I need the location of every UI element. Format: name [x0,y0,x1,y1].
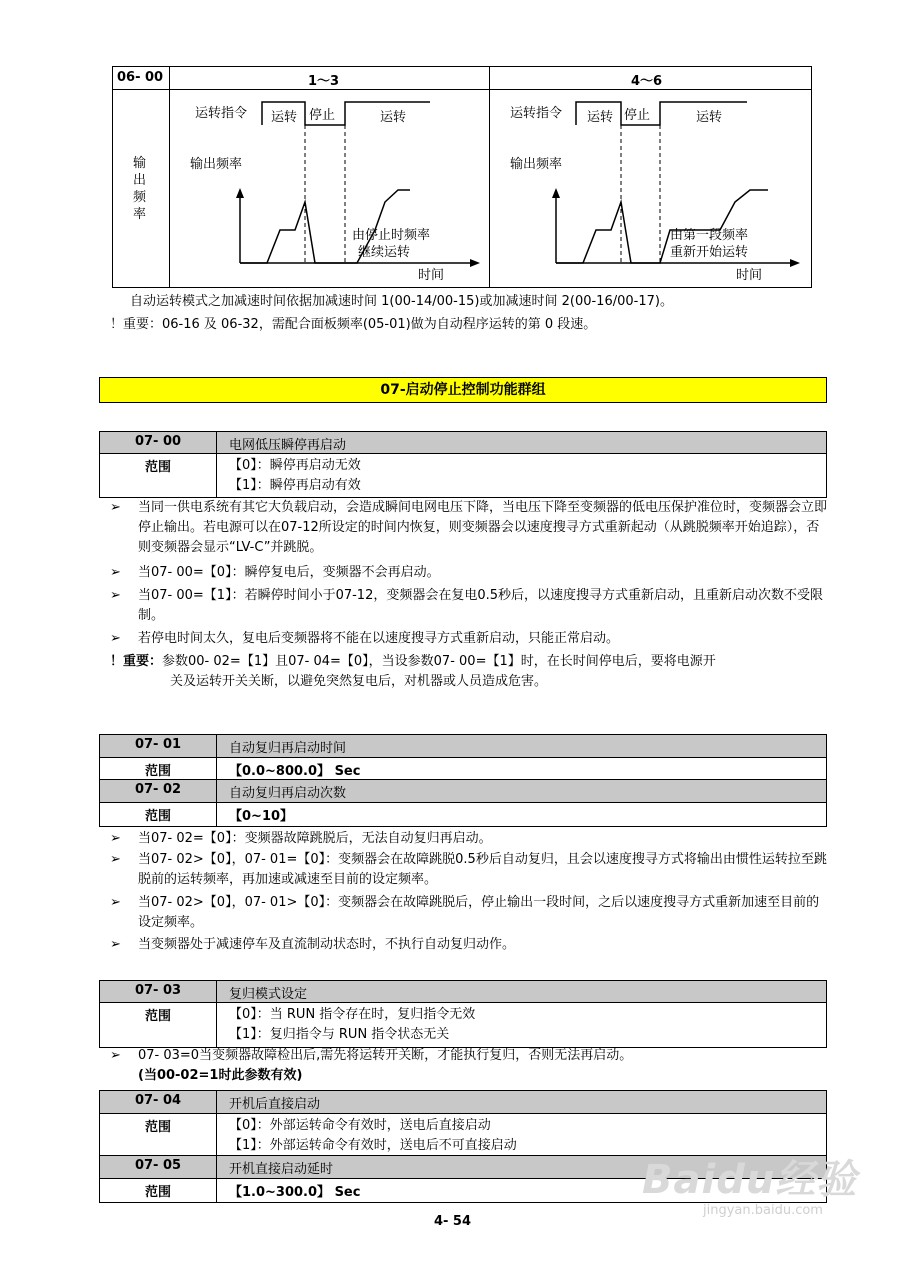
range-option: 【0】：当 RUN 指令存在时，复归指令无效 [229,1007,476,1022]
param-name: 开机直接启动延时 [229,1162,334,1177]
right-timing-diagram [490,90,811,286]
range-option: 【1】：复归指令与 RUN 指令状态无关 [229,1027,450,1042]
left-freq-label: 输出频率 [190,157,243,172]
param-name: 自动复归再启动次数 [229,786,347,801]
diagram-param-code: 06- 00 [117,70,164,85]
bullet-arrow-icon: ➢ [110,565,121,580]
range-label: 范围 [100,803,217,826]
left-note-line2: 继续运转 [358,245,411,260]
range-value: 【0.0~800.0】 Sec [229,764,361,779]
bullet-item: ➢ 当变频器处于减速停车及直流制动状态时，不执行自动复归动作。 [110,935,830,955]
right-run1-label: 运转 [587,110,614,125]
left-stop-label: 停止 [309,108,336,123]
bullet-arrow-icon: ➢ [110,852,121,867]
left-run1-label: 运转 [271,110,298,125]
range-value: 【1.0~300.0】 Sec [229,1185,361,1200]
param-name: 开机后直接启动 [229,1097,321,1112]
param-name: 复归模式设定 [229,987,308,1002]
diagram-table [112,66,812,288]
bullet-arrow-icon: ➢ [110,500,121,515]
bullet-arrow-icon: ➢ [110,588,121,603]
param-table-0700 [99,431,827,498]
param-name: 自动复归再启动时间 [229,741,347,756]
param-code: 07- 00 [100,432,217,453]
important-line1: 参数00- 02=【1】且07- 04=【0】，当设参数07- 00=【1】时，在长时间停电后，要将电源开 [162,654,716,669]
range-label: 范围 [100,1003,217,1047]
bullet-item: ➢ 当同一供电系统有其它大负载启动，会造成瞬间电网电压下降，当电压下降至变频器的低电压保护准位时，变频器会立即停止输出。若电源可以在07-12所设定的时间内恢复，则变频器会以速度搜寻方式重新起动（从跳脱频率开始追踪），否则变频器会显示“LV-C”并跳脱。 [110,500,828,555]
range-option: 【1】：外部运转命令有效时，送电后不可直接启动 [229,1138,517,1153]
right-note-line2: 重新开始运转 [670,245,749,260]
range-option: 【1】：瞬停再启动有效 [229,478,361,493]
important-label: ！重要： [110,654,163,669]
right-time-label: 时间 [736,268,763,283]
range-option: 【0】：外部运转命令有效时，送电后直接启动 [229,1118,491,1133]
range-label: 范围 [100,1114,217,1155]
important-line2: 关及运转开关关断，以避免突然复电后，对机器或人员造成危害。 [170,674,548,689]
bullet-arrow-icon: ➢ [110,937,121,952]
important-note: ！重要：06-16 及 06-32，需配合面板频率(05-01)做为自动程序运转的第 0 段速。 [110,317,597,332]
accel-note: 自动运转模式之加减速时间依据加减速时间 1(00-14/00-15)或加减速时间 2(00-16/00-17)。 [130,294,673,309]
param-code: 07- 02 [100,780,217,802]
important-block [110,652,830,692]
range-value: 【0~10】 [229,809,294,824]
param-name: 电网低压瞬停再启动 [229,438,347,453]
watermark-logo: Baidu经验 [642,1157,858,1203]
watermark-url: jingyan.baidu.com [703,1203,823,1218]
bullet-item: ➢ 当07- 02>【0】，07- 01=【0】：变频器会在故障跳脱0.5秒后自动复归，且会以速度搜寻方式将输出由惯性运转拉至跳脱前的运转频率，再加速或减速至目前的设定频率。 [110,852,827,887]
right-freq-label: 输出频率 [510,157,563,172]
bullet-arrow-icon: ➢ [110,895,121,910]
range-label: 范围 [100,758,217,779]
bullet-item: ➢ 当07- 00=【1】：若瞬停时间小于07-12，变频器会在复电0.5秒后，以速度搜寻方式重新启动，且重新启动次数不受限制。 [110,588,824,623]
bullet-item: ➢ 当07- 02=【0】：变频器故障跳脱后，无法自动复归再启动。 [110,829,830,849]
range-label: 范围 [100,454,217,497]
bullet-item: ➢ 若停电时间太久，复电后变频器将不能在以速度搜寻方式重新启动，只能正常启动。 [110,629,830,649]
bullet-arrow-icon: ➢ [110,631,121,646]
diagram-col1-header: 1～3 [308,74,340,89]
param-code: 07- 04 [100,1091,217,1113]
left-time-label: 时间 [418,268,445,283]
bullet-item: ➢ 当07- 02>【0】，07- 01>【0】：变频器会在故障跳脱后，停止输出一段时间，之后以速度搜寻方式重新加速至目前的设定频率。 [110,895,820,930]
right-note-line1: 由第一段频率 [670,228,749,243]
bullet-arrow-icon: ➢ [110,831,121,846]
param-code: 07- 01 [100,735,217,757]
left-cmd-label: 运转指令 [195,106,248,121]
left-run2-label: 运转 [380,110,407,125]
range-option: 【0】：瞬停再启动无效 [229,458,361,473]
param-code: 07- 05 [100,1156,217,1178]
page-number: 4- 54 [433,1214,472,1229]
bullet-item: ➢ 07- 03=0当变频器故障检出后,需先将运转开关断，才能执行复归，否则无法再启动。 (当00-02=1时此参数有效) [110,1048,633,1083]
section-title: 07-启动停止控制功能群组 [99,377,827,403]
left-note-line1: 由停止时频率 [352,228,431,243]
right-cmd-label: 运转指令 [510,106,563,121]
left-timing-diagram [170,90,488,286]
right-stop-label: 停止 [624,108,651,123]
bullet-arrow-icon: ➢ [110,1048,121,1063]
diagram-col2-header: 4～6 [631,74,663,89]
range-label: 范围 [100,1179,217,1202]
param-code: 07- 03 [100,981,217,1002]
diagram-row-label: 输出频率 [133,156,147,222]
bullet-item: ➢ 当07- 00=【0】：瞬停复电后，变频器不会再启动。 [110,563,830,583]
param-table-0703 [99,980,827,1048]
param-table-0701-0702 [99,734,827,827]
right-run2-label: 运转 [696,110,723,125]
